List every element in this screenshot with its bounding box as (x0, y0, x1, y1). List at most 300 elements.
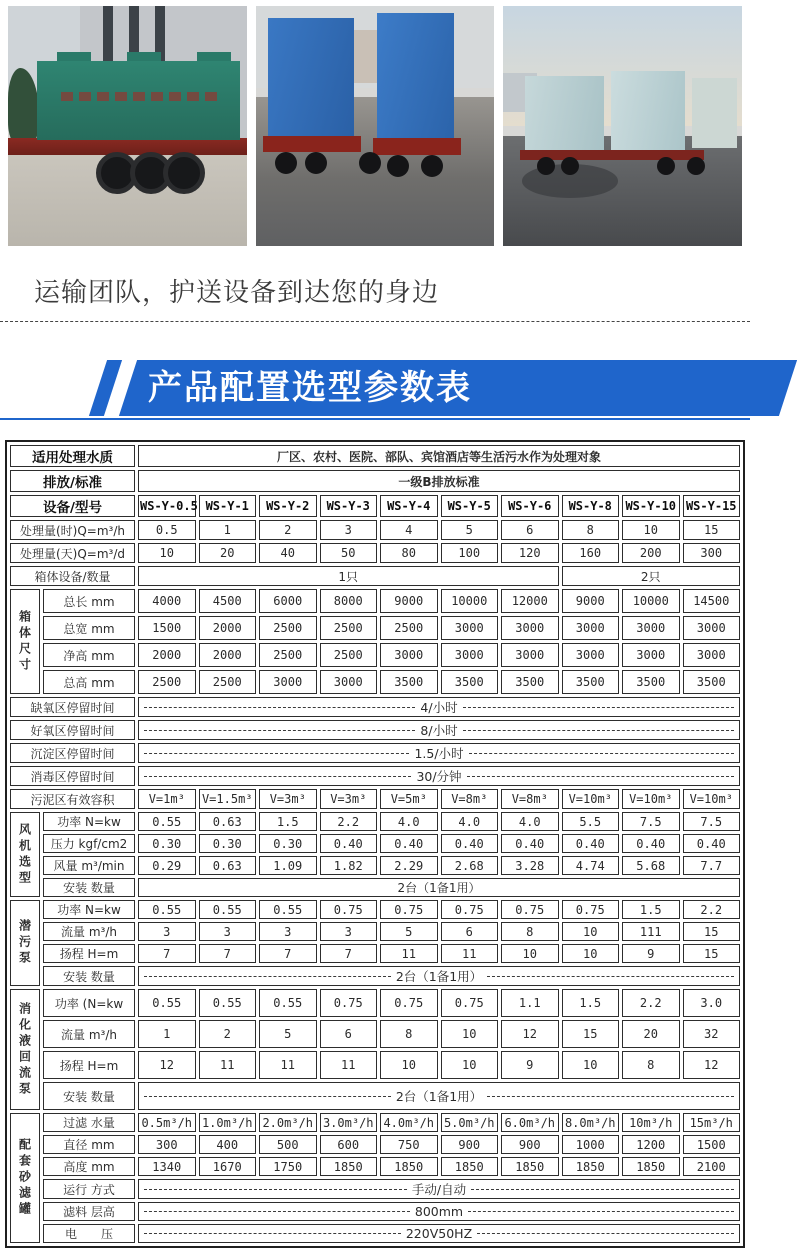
cell-value: 3 (320, 922, 378, 941)
cell-value: 2.2 (622, 989, 680, 1017)
cell-value: 0.75 (380, 900, 438, 919)
table-row (10, 1051, 740, 1079)
table-row (10, 922, 740, 941)
cell-value: 12 (138, 1051, 196, 1079)
cell-value: 3500 (683, 670, 741, 694)
cell-value: 5.0m³/h (441, 1113, 499, 1132)
row-label: 总高 mm (43, 670, 135, 694)
row-span-value: 1只 (138, 566, 559, 586)
cell-value: 10 (562, 1051, 620, 1079)
cell-value: 0.30 (138, 834, 196, 853)
row-label: 功率 N=kw (43, 900, 135, 919)
row-label: 处理量(天)Q=m³/d (10, 543, 135, 563)
cell-value: V=5m³ (380, 789, 438, 809)
row-label: 处理量(时)Q=m³/h (10, 520, 135, 540)
cell-value: 3000 (562, 616, 620, 640)
cell-value: 0.30 (259, 834, 317, 853)
cell-value: 8 (501, 922, 559, 941)
transport-photo-2 (256, 6, 495, 246)
row-label: 直径 mm (43, 1135, 135, 1154)
cell-value: WS-Y-10 (622, 495, 680, 517)
cell-value: 11 (320, 1051, 378, 1079)
table-row (10, 566, 740, 586)
table-row (10, 670, 740, 694)
cell-value: 3000 (683, 643, 741, 667)
cell-value: 2500 (320, 616, 378, 640)
cell-value: 2500 (259, 643, 317, 667)
cell-value: 2500 (380, 616, 438, 640)
row-label: 电 压 (43, 1224, 135, 1243)
section-headline: 运输团队，护送设备到达您的身边 (34, 278, 440, 308)
row-label: 消毒区停留时间 (10, 766, 135, 786)
cell-value: 2.0m³/h (259, 1113, 317, 1132)
cell-value: 15 (683, 922, 741, 941)
cell-value: 2.2 (320, 812, 378, 831)
row-text-value: 厂区、农村、医院、部队、宾馆酒店等生活污水作为处理对象 (138, 445, 740, 467)
cell-value: 10 (562, 922, 620, 941)
cell-value: 0.40 (622, 834, 680, 853)
cell-value: 12 (501, 1020, 559, 1048)
truck-bed (8, 138, 247, 155)
spec-table-body (10, 445, 740, 1243)
row-dash-value: 8/小时 (138, 720, 740, 740)
cell-value: 11 (441, 944, 499, 963)
cell-value: 0.5m³/h (138, 1113, 196, 1132)
cell-value: 120 (501, 543, 559, 563)
cell-value: 40 (259, 543, 317, 563)
cell-value: 1200 (622, 1135, 680, 1154)
cell-value: 4.0 (380, 812, 438, 831)
cell-value: 0.55 (138, 989, 196, 1017)
table-row (10, 1113, 740, 1132)
cell-value: 3 (320, 520, 378, 540)
cell-value: 9 (622, 944, 680, 963)
cell-value: 2000 (138, 643, 196, 667)
cell-value: 200 (622, 543, 680, 563)
cell-value: 15 (683, 520, 741, 540)
cell-value: 1850 (501, 1157, 559, 1176)
cell-value: 3000 (562, 643, 620, 667)
cell-value: 15m³/h (683, 1113, 741, 1132)
cell-value: 8000 (320, 589, 378, 613)
cell-value: 3 (259, 922, 317, 941)
cell-value: 2 (199, 1020, 257, 1048)
cell-value: WS-Y-2 (259, 495, 317, 517)
cell-value: 10000 (622, 589, 680, 613)
cell-value: 9000 (380, 589, 438, 613)
row-label: 风量 m³/min (43, 856, 135, 875)
cell-value: 3000 (259, 670, 317, 694)
table-row (10, 989, 740, 1017)
cell-value: 6 (320, 1020, 378, 1048)
table-row (10, 834, 740, 853)
cell-value: 3000 (441, 643, 499, 667)
table-row (10, 643, 740, 667)
table-row (10, 1157, 740, 1176)
teal-equipment-box (611, 71, 685, 153)
cell-value: WS-Y-15 (683, 495, 741, 517)
cell-value: 4.0m³/h (380, 1113, 438, 1132)
row-dash-value: 4/小时 (138, 697, 740, 717)
row-label: 沉淀区停留时间 (10, 743, 135, 763)
cell-value: 1 (138, 1020, 196, 1048)
cell-value: 3.0m³/h (320, 1113, 378, 1132)
table-row (10, 445, 740, 467)
cell-value: 10 (501, 944, 559, 963)
cell-value: 0.40 (562, 834, 620, 853)
cell-value: 1850 (622, 1157, 680, 1176)
table-row (10, 470, 740, 492)
row-label: 功率 N=kw (43, 812, 135, 831)
cell-value: WS-Y-5 (441, 495, 499, 517)
cell-value: 0.5 (138, 520, 196, 540)
row-label: 安装 数量 (43, 878, 135, 897)
banner-title: 产品配置选型参数表 (148, 368, 472, 408)
cell-value: V=8m³ (441, 789, 499, 809)
cell-value: 2500 (259, 616, 317, 640)
cell-value: 0.40 (683, 834, 741, 853)
row-label: 缺氧区停留时间 (10, 697, 135, 717)
cell-value: 0.55 (259, 900, 317, 919)
row-label: 总长 mm (43, 589, 135, 613)
cell-value: WS-Y-3 (320, 495, 378, 517)
cell-value: V=10m³ (683, 789, 741, 809)
cell-value: 3 (199, 922, 257, 941)
cell-value: 50 (320, 543, 378, 563)
cell-value: 20 (622, 1020, 680, 1048)
cell-value: 8 (622, 1051, 680, 1079)
cell-value: 10 (380, 1051, 438, 1079)
cell-value: 5.5 (562, 812, 620, 831)
cell-value: 0.29 (138, 856, 196, 875)
cell-value: 6 (501, 520, 559, 540)
table-row (10, 944, 740, 963)
cell-value: 1000 (562, 1135, 620, 1154)
cell-value: 2500 (138, 670, 196, 694)
cell-value: 100 (441, 543, 499, 563)
cell-value: 2500 (199, 670, 257, 694)
cell-value: 1670 (199, 1157, 257, 1176)
cell-value: 0.30 (199, 834, 257, 853)
truck-bed (263, 136, 361, 153)
blue-equipment-box (377, 13, 453, 140)
cell-value: 600 (320, 1135, 378, 1154)
cell-value: 1.1 (501, 989, 559, 1017)
cell-value: 1500 (138, 616, 196, 640)
cell-value: 15 (683, 944, 741, 963)
row-label: 流量 m³/h (43, 922, 135, 941)
blue-equipment-box (268, 18, 354, 138)
cell-value: 3500 (501, 670, 559, 694)
cell-value: V=3m³ (320, 789, 378, 809)
wheels (275, 152, 297, 174)
cell-value: V=3m³ (259, 789, 317, 809)
cell-value: 9 (501, 1051, 559, 1079)
table-row (10, 1082, 740, 1110)
cell-value: 3500 (380, 670, 438, 694)
cell-value: 900 (441, 1135, 499, 1154)
cell-value: 400 (199, 1135, 257, 1154)
row-label: 安装 数量 (43, 1082, 135, 1110)
cell-value: 6.0m³/h (501, 1113, 559, 1132)
cell-value: 5 (441, 520, 499, 540)
cell-value: 7.7 (683, 856, 741, 875)
cell-value: 80 (380, 543, 438, 563)
cell-value: 3000 (501, 616, 559, 640)
cell-value: 0.55 (199, 989, 257, 1017)
cell-value: 300 (138, 1135, 196, 1154)
row-label: 设备/型号 (10, 495, 135, 517)
cell-value: 4.0 (501, 812, 559, 831)
cell-value: 1750 (259, 1157, 317, 1176)
table-row (10, 1224, 740, 1243)
row-label: 适用处理水质 (10, 445, 135, 467)
cell-value: 0.75 (441, 989, 499, 1017)
cell-value: 0.40 (501, 834, 559, 853)
table-row (10, 1179, 740, 1199)
row-label: 安装 数量 (43, 966, 135, 986)
cell-value: WS-Y-6 (501, 495, 559, 517)
cell-value: 2100 (683, 1157, 741, 1176)
cell-value: 900 (501, 1135, 559, 1154)
cell-value: 1.0m³/h (199, 1113, 257, 1132)
cell-value: 2000 (199, 643, 257, 667)
dashed-divider (0, 321, 750, 322)
cell-value: 32 (683, 1020, 741, 1048)
cell-value: 3500 (441, 670, 499, 694)
row-dash-value: 1.5/小时 (138, 743, 740, 763)
truck-bed (373, 138, 461, 155)
cell-value: 500 (259, 1135, 317, 1154)
table-row (10, 856, 740, 875)
row-span-value: 2只 (562, 566, 741, 586)
row-group-label: 潜污泵 (10, 900, 40, 986)
cell-value: 3500 (622, 670, 680, 694)
cell-value: 2.68 (441, 856, 499, 875)
cell-value: 11 (259, 1051, 317, 1079)
cell-value: 7.5 (622, 812, 680, 831)
equipment-lettering (61, 92, 219, 101)
cell-value: WS-Y-1 (199, 495, 257, 517)
cell-value: 7 (259, 944, 317, 963)
table-row (10, 1020, 740, 1048)
cell-value: 2.2 (683, 900, 741, 919)
row-dash-value: 2台（1备1用） (138, 966, 740, 986)
cell-value: 4 (380, 520, 438, 540)
cell-value: 3 (138, 922, 196, 941)
cell-value: 0.40 (380, 834, 438, 853)
table-row (10, 1135, 740, 1154)
cell-value: 20 (199, 543, 257, 563)
cell-value: 1850 (441, 1157, 499, 1176)
cell-value: 6000 (259, 589, 317, 613)
table-row (10, 766, 740, 786)
row-group-label: 配套砂滤罐 (10, 1113, 40, 1243)
cell-value: 0.40 (441, 834, 499, 853)
cell-value: 0.55 (138, 812, 196, 831)
cell-value: 15 (562, 1020, 620, 1048)
cell-value: V=10m³ (622, 789, 680, 809)
table-row (10, 495, 740, 517)
cell-value: 8 (380, 1020, 438, 1048)
row-label: 高度 mm (43, 1157, 135, 1176)
trailer (520, 150, 608, 160)
cell-value: 8.0m³/h (562, 1113, 620, 1132)
cell-value: 7 (199, 944, 257, 963)
row-label: 总宽 mm (43, 616, 135, 640)
row-label: 运行 方式 (43, 1179, 135, 1199)
wheels (387, 155, 409, 177)
table-row (10, 720, 740, 740)
table-row (10, 1202, 740, 1221)
row-label: 滤料 层高 (43, 1202, 135, 1221)
cell-value: V=10m³ (562, 789, 620, 809)
row-group-label: 消化液回流泵 (10, 989, 40, 1110)
table-row (10, 589, 740, 613)
table-row (10, 616, 740, 640)
photo-strip (0, 0, 750, 246)
cell-value: WS-Y-8 (562, 495, 620, 517)
table-row (10, 543, 740, 563)
cell-value: 0.63 (199, 812, 257, 831)
cell-value: 9000 (562, 589, 620, 613)
row-label: 流量 m³/h (43, 1020, 135, 1048)
cell-value: 111 (622, 922, 680, 941)
cell-value: 5 (259, 1020, 317, 1048)
cell-value: 1.82 (320, 856, 378, 875)
table-row (10, 520, 740, 540)
cell-value: 10 (138, 543, 196, 563)
cell-value: 12 (683, 1051, 741, 1079)
cell-value: 3000 (622, 643, 680, 667)
table-row (10, 966, 740, 986)
cell-value: 7.5 (683, 812, 741, 831)
cell-value: 0.75 (320, 900, 378, 919)
cell-value: 0.75 (562, 900, 620, 919)
row-label: 扬程 H=m (43, 944, 135, 963)
cell-value: V=1.5m³ (199, 789, 257, 809)
row-label: 功率 (N=kw (43, 989, 135, 1017)
cell-value: 14500 (683, 589, 741, 613)
cell-value: 3000 (501, 643, 559, 667)
row-label: 箱体设备/数量 (10, 566, 135, 586)
table-row (10, 900, 740, 919)
cell-value: 3000 (683, 616, 741, 640)
cell-value: 3000 (441, 616, 499, 640)
row-dash-value: 手动/自动 (138, 1179, 740, 1199)
cell-value: 160 (562, 543, 620, 563)
cell-value: 3000 (380, 643, 438, 667)
cell-value: 4500 (199, 589, 257, 613)
cell-value: 1.09 (259, 856, 317, 875)
cell-value: 2000 (199, 616, 257, 640)
spec-table (5, 440, 745, 1248)
cell-value: 0.75 (501, 900, 559, 919)
table-row (10, 743, 740, 763)
cell-value: V=1m³ (138, 789, 196, 809)
row-text-value: 一级B排放标准 (138, 470, 740, 492)
cell-value: 2500 (320, 643, 378, 667)
cell-value: 10 (562, 944, 620, 963)
cell-value: WS-Y-0.5 (138, 495, 196, 517)
cell-value: 3500 (562, 670, 620, 694)
row-group-label: 风机选型 (10, 812, 40, 897)
cell-value: 10 (441, 1020, 499, 1048)
row-label: 压力 kgf/cm2 (43, 834, 135, 853)
cell-value: 8 (562, 520, 620, 540)
table-row (10, 878, 740, 897)
cell-value: 2 (259, 520, 317, 540)
cell-value: 5.68 (622, 856, 680, 875)
cell-value: 0.55 (199, 900, 257, 919)
cell-value: 5 (380, 922, 438, 941)
row-label: 好氧区停留时间 (10, 720, 135, 740)
row-label: 扬程 H=m (43, 1051, 135, 1079)
cell-value: 7 (320, 944, 378, 963)
cell-value: 1850 (562, 1157, 620, 1176)
cell-value: 3.28 (501, 856, 559, 875)
cell-value: 1340 (138, 1157, 196, 1176)
cell-value: 10 (622, 520, 680, 540)
row-group-label: 箱体尺寸 (10, 589, 40, 694)
transport-photo-1 (8, 6, 247, 246)
banner-accent-stripe (89, 360, 122, 416)
wheels (537, 157, 555, 175)
row-label: 净高 mm (43, 643, 135, 667)
table-row (10, 697, 740, 717)
cell-value: 1 (199, 520, 257, 540)
banner-underline (0, 418, 750, 420)
cell-value: 2.29 (380, 856, 438, 875)
cell-value: WS-Y-4 (380, 495, 438, 517)
cell-value: 11 (199, 1051, 257, 1079)
row-dash-value: 30/分钟 (138, 766, 740, 786)
cell-value: 7 (138, 944, 196, 963)
cell-value: 1850 (380, 1157, 438, 1176)
cell-value: 4000 (138, 589, 196, 613)
cell-value: 4.0 (441, 812, 499, 831)
cell-value: 1.5 (259, 812, 317, 831)
cell-value: 750 (380, 1135, 438, 1154)
cell-value: 12000 (501, 589, 559, 613)
trailer (608, 150, 703, 160)
cell-value: 0.63 (199, 856, 257, 875)
transport-photo-3 (503, 6, 742, 246)
cell-value: 3000 (320, 670, 378, 694)
table-row (10, 812, 740, 831)
row-dash-value: 800mm (138, 1202, 740, 1221)
cell-value: 3000 (622, 616, 680, 640)
row-dash-value: 220V50HZ (138, 1224, 740, 1243)
row-label: 过滤 水量 (43, 1113, 135, 1132)
row-span-value: 2台（1备1用） (138, 878, 740, 897)
cell-value: 300 (683, 543, 741, 563)
teal-equipment-box (525, 76, 604, 153)
row-label: 污泥区有效容积 (10, 789, 135, 809)
cell-value: 0.75 (320, 989, 378, 1017)
cell-value: 10 (441, 1051, 499, 1079)
cell-value: 0.40 (320, 834, 378, 853)
cell-value: 6 (441, 922, 499, 941)
cell-value: 0.55 (138, 900, 196, 919)
cell-value: 1500 (683, 1135, 741, 1154)
cell-value: 10000 (441, 589, 499, 613)
cell-value: 0.75 (380, 989, 438, 1017)
cell-value: V=8m³ (501, 789, 559, 809)
table-row (10, 789, 740, 809)
row-dash-value: 2台（1备1用） (138, 1082, 740, 1110)
cell-value: 10m³/h (622, 1113, 680, 1132)
